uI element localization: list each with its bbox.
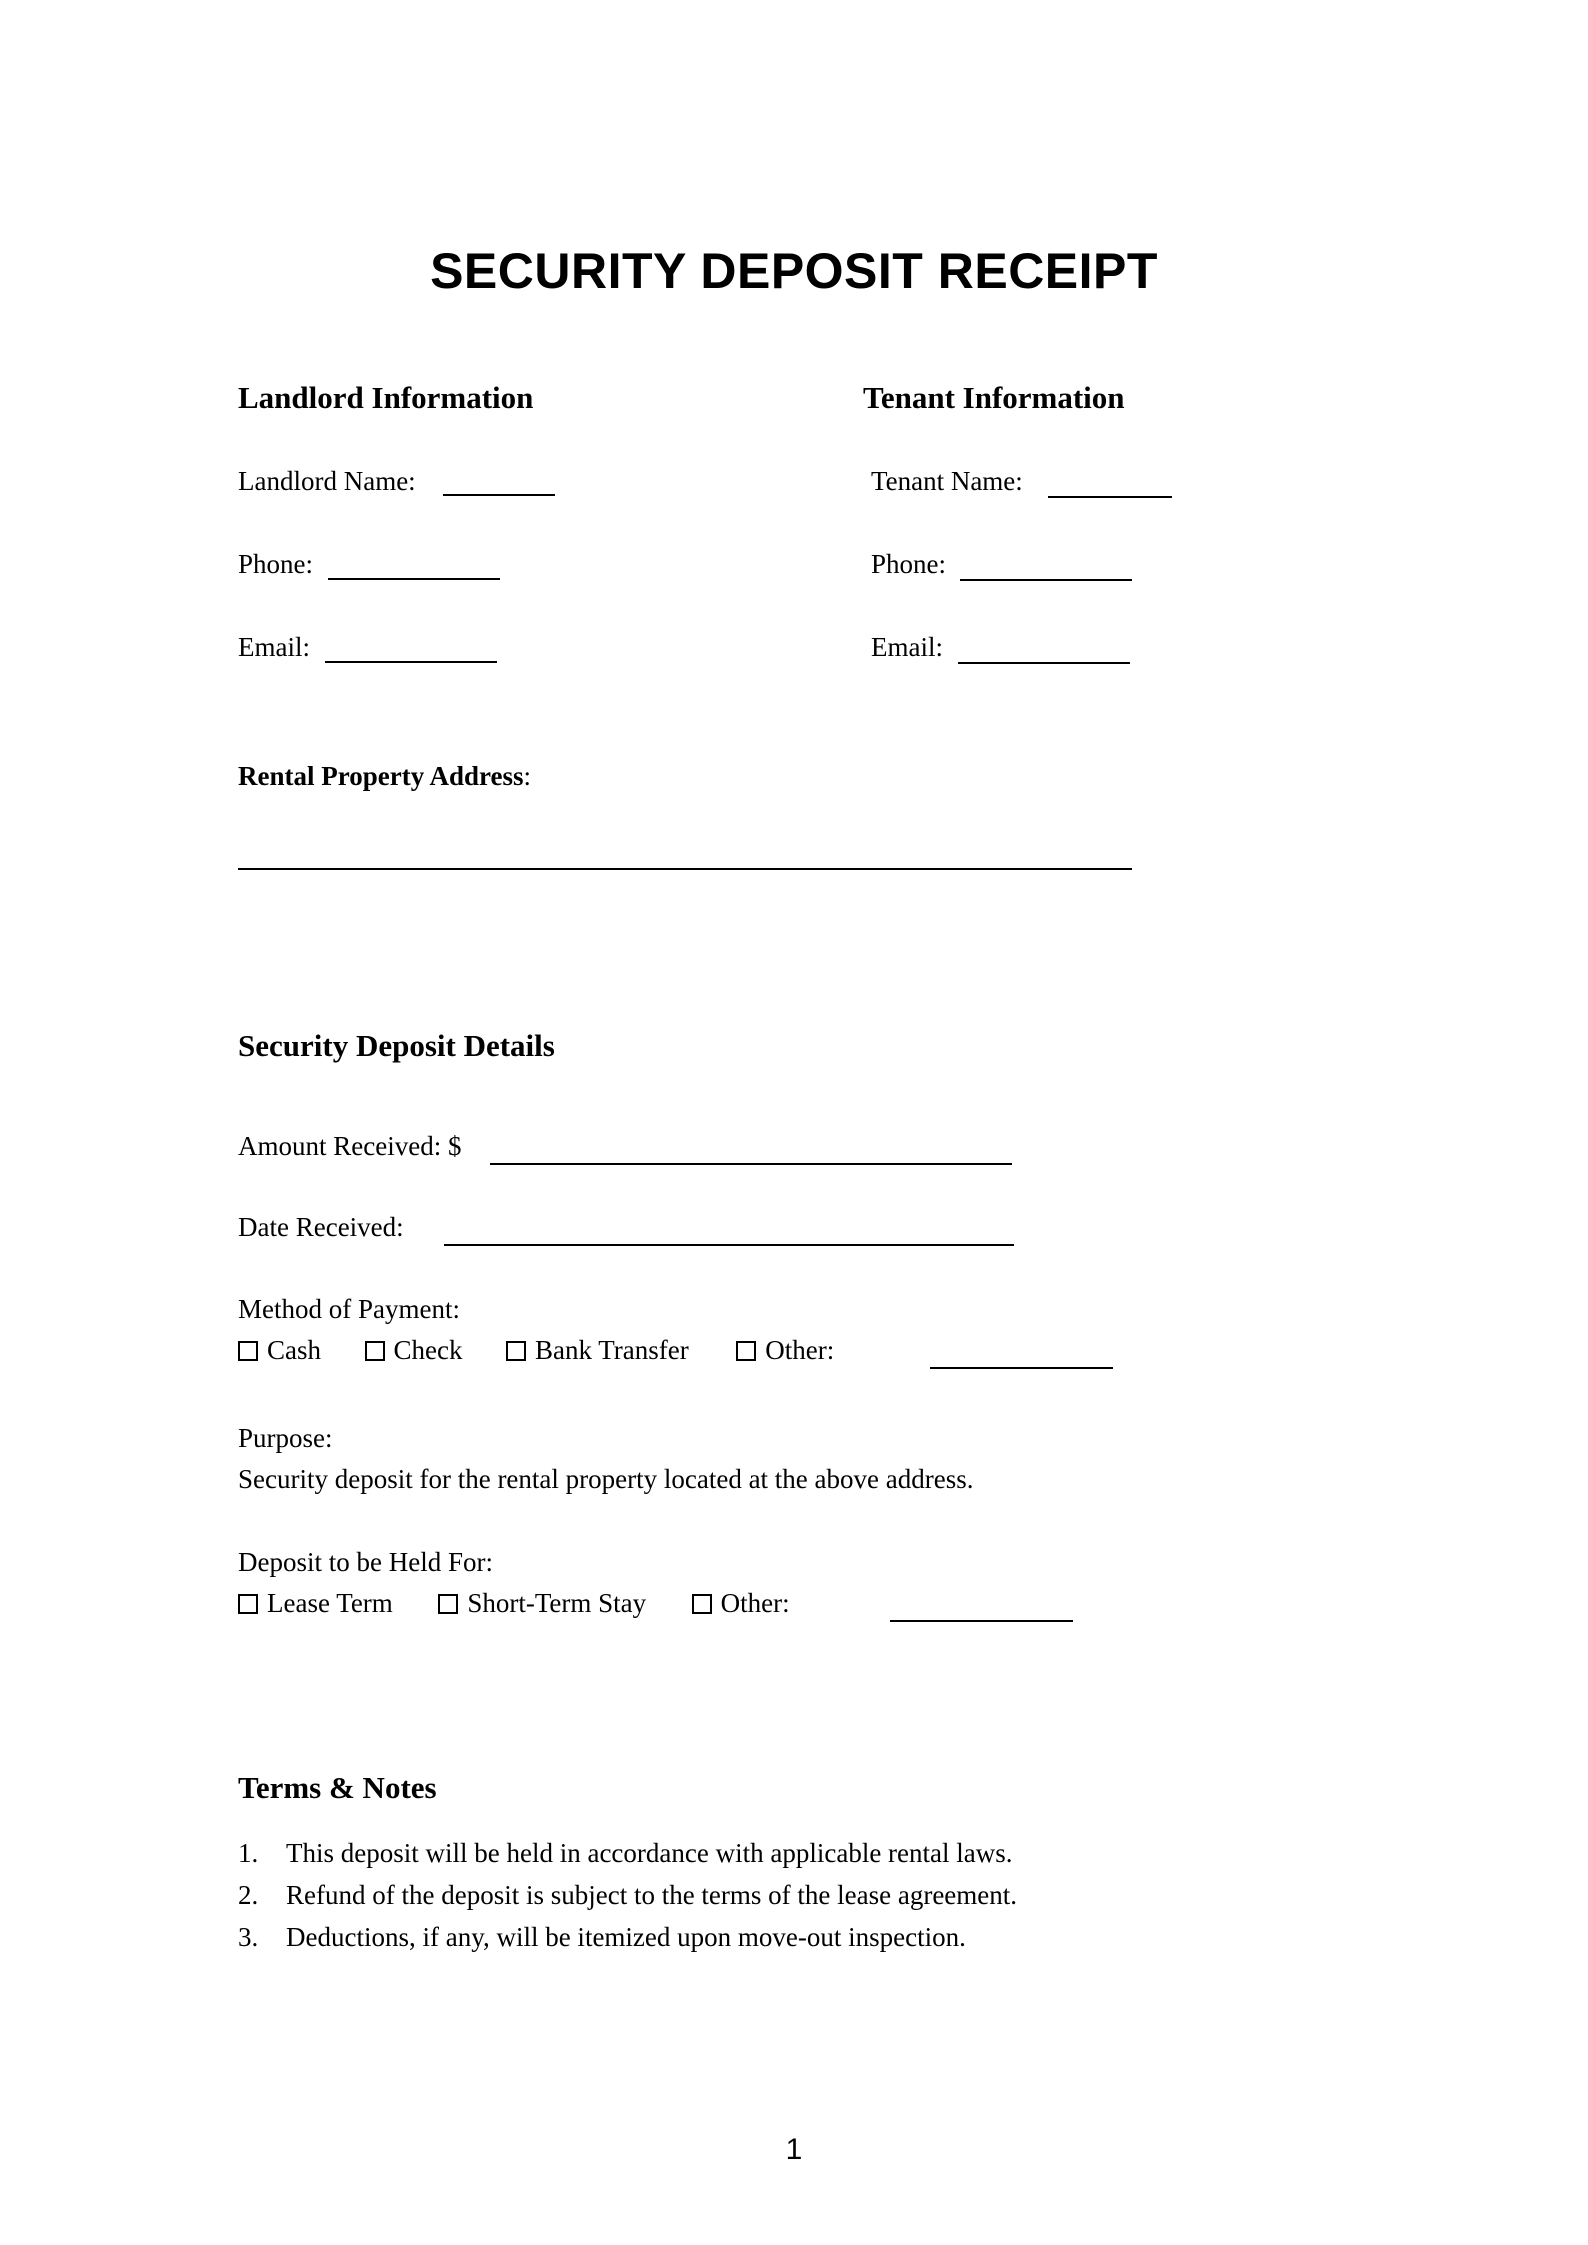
terms-list-item-text: Deductions, if any, will be itemized upon move-out inspection. [286,1922,966,1952]
held-for-option-short-term-stay[interactable] [438,1590,646,1617]
tenant-name-label: Tenant Name: [871,466,1023,496]
terms-and-notes-heading: Terms & Notes [238,1770,437,1805]
terms-list-item [238,1882,1017,1909]
terms-list-item-number: 2. [238,1880,259,1910]
checkbox-icon[interactable] [736,1341,756,1361]
amount-received-label [238,1133,461,1160]
method-of-payment-options [238,1337,834,1364]
tenant-phone-input[interactable] [960,579,1132,581]
terms-list-item-text: Refund of the deposit is subject to the terms of the lease agreement. [286,1880,1018,1910]
held-for-option-other-input[interactable] [890,1620,1073,1622]
page-number: 1 [785,2133,803,2166]
tenant-phone-label: Phone: [871,549,947,579]
method-option-other-label: Other: [765,1335,835,1365]
date-received-input[interactable] [444,1244,1014,1246]
terms-list-item-text: This deposit will be held in accordance with applicable rental laws. [286,1838,1013,1868]
method-option-other-input[interactable] [930,1367,1113,1369]
method-option-cash[interactable] [238,1337,321,1364]
security-deposit-details-heading: Security Deposit Details [238,1028,555,1063]
checkbox-icon[interactable] [438,1594,458,1614]
terms-list-item [238,1924,966,1951]
amount-received-input[interactable] [490,1163,1012,1165]
checkbox-icon[interactable] [506,1341,526,1361]
rental-property-address-label-text: Rental Property Address [238,761,524,791]
checkbox-icon[interactable] [692,1594,712,1614]
method-option-bank-transfer[interactable] [506,1337,689,1364]
landlord-name-label: Landlord Name: [238,466,416,496]
method-option-bank-transfer-label: Bank Transfer [534,1335,689,1365]
purpose-text: Security deposit for the rental property located at the above address. [238,1464,974,1494]
rental-property-address-input[interactable] [238,868,1132,870]
tenant-name-input[interactable] [1048,496,1172,498]
terms-list-item-number: 3. [238,1922,259,1952]
rental-property-address-label-colon: : [523,761,532,791]
method-option-check[interactable] [365,1337,463,1364]
tenant-information-heading: Tenant Information [863,380,1125,415]
landlord-email-label: Email: [238,632,310,662]
date-received-label: Date Received: [238,1212,404,1242]
held-for-option-lease-term-label: Lease Term [267,1588,393,1618]
held-for-option-other[interactable] [692,1590,790,1617]
page-title: SECURITY DEPOSIT RECEIPT [430,243,1158,299]
held-for-option-short-term-stay-label: Short-Term Stay [467,1588,647,1618]
deposit-held-for-options [238,1590,790,1617]
held-for-option-lease-term[interactable] [238,1590,393,1617]
tenant-email-input[interactable] [958,662,1130,664]
checkbox-icon[interactable] [238,1341,258,1361]
checkbox-icon[interactable] [365,1341,385,1361]
landlord-information-heading: Landlord Information [238,380,534,415]
method-of-payment-label: Method of Payment: [238,1294,460,1324]
purpose-label: Purpose: [238,1423,333,1453]
amount-received-label-text: Amount Received: [238,1131,442,1161]
landlord-name-input[interactable] [443,494,555,496]
checkbox-icon[interactable] [238,1594,258,1614]
rental-property-address-label [238,763,531,790]
method-option-cash-label: Cash [267,1335,321,1365]
terms-list-item-number: 1. [238,1838,259,1868]
landlord-email-input[interactable] [325,661,497,663]
deposit-held-for-label: Deposit to be Held For: [238,1547,493,1577]
landlord-phone-input[interactable] [328,578,500,580]
held-for-option-other-label: Other: [720,1588,790,1618]
terms-list-item [238,1840,1013,1867]
method-option-other[interactable] [736,1337,834,1364]
tenant-email-label: Email: [871,632,943,662]
method-option-check-label: Check [393,1335,463,1365]
amount-received-currency: $ [447,1131,462,1161]
landlord-phone-label: Phone: [238,549,314,579]
